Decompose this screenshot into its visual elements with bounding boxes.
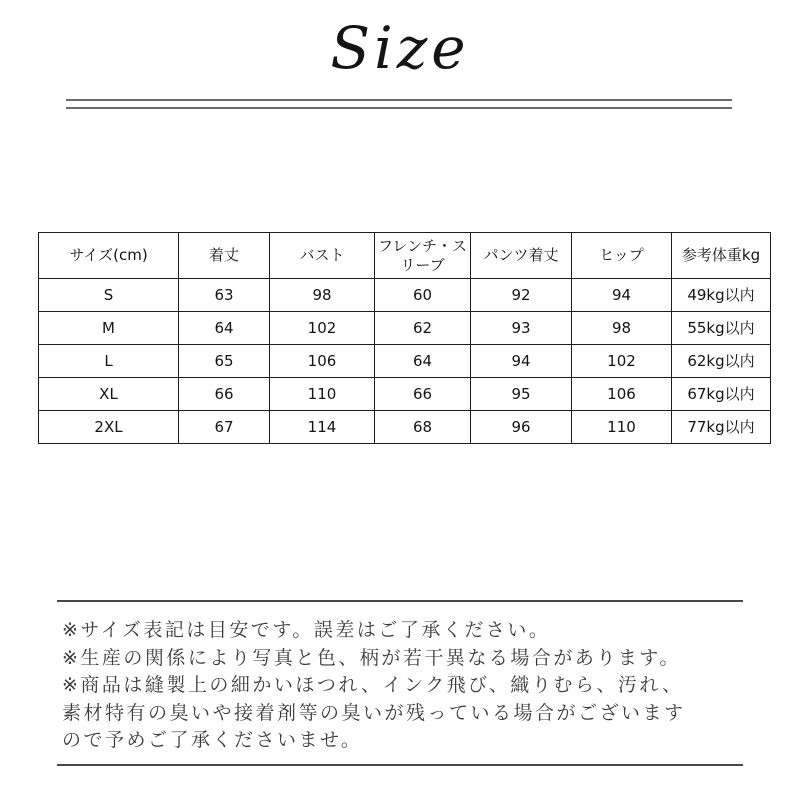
- table-row-s: [39, 279, 771, 312]
- title-rule-bottom: [66, 107, 732, 109]
- col-header-hip: ヒップ: [572, 233, 672, 279]
- size-table-header-row: [39, 233, 771, 279]
- col-header-length: 着丈: [179, 233, 270, 279]
- disclaimer-notes: [57, 600, 743, 766]
- cell-pants-length: 92: [471, 279, 572, 312]
- col-header-french-sleeve: フレンチ・スリーブ: [375, 233, 471, 279]
- cell-ref-weight: 62kg以内: [672, 345, 771, 378]
- cell-ref-weight: 77kg以内: [672, 411, 771, 444]
- cell-pants-length: 93: [471, 312, 572, 345]
- cell-bust: 98: [270, 279, 375, 312]
- cell-length: 65: [179, 345, 270, 378]
- note-line: ※生産の関係により写真と色、柄が若干異なる場合があります。: [62, 646, 681, 669]
- table-row-2xl: [39, 411, 771, 444]
- cell-french-sleeve: 60: [375, 279, 471, 312]
- cell-bust: 110: [270, 378, 375, 411]
- note-line: 素材特有の臭いや接着剤等の臭いが残っている場合がございます: [62, 701, 686, 724]
- col-header-pants-length: パンツ着丈: [471, 233, 572, 279]
- cell-hip: 110: [572, 411, 672, 444]
- size-table: [38, 232, 771, 444]
- page-title: Size: [330, 14, 470, 82]
- cell-size: 2XL: [39, 411, 179, 444]
- cell-french-sleeve: 64: [375, 345, 471, 378]
- cell-pants-length: 94: [471, 345, 572, 378]
- cell-hip: 106: [572, 378, 672, 411]
- cell-hip: 102: [572, 345, 672, 378]
- cell-bust: 114: [270, 411, 375, 444]
- cell-french-sleeve: 62: [375, 312, 471, 345]
- cell-french-sleeve: 66: [375, 378, 471, 411]
- cell-hip: 96: [471, 411, 572, 444]
- cell-french-sleeve: 68: [375, 411, 471, 444]
- cell-length: 66: [179, 378, 270, 411]
- note-line: ※サイズ表記は目安です。誤差はご了承ください。: [62, 619, 551, 641]
- note-line: ※商品は縫製上の細かいほつれ、インク飛び、織りむら、汚れ、: [62, 674, 684, 696]
- cell-length: 64: [179, 312, 270, 345]
- cell-size: S: [39, 279, 179, 312]
- cell-ref-weight: 67kg以内: [672, 378, 771, 411]
- cell-size: M: [39, 312, 179, 345]
- cell-pants-length: 95: [471, 378, 572, 411]
- note-line: ので予めご了承くださいませ。: [62, 729, 363, 751]
- cell-bust: 102: [270, 312, 375, 345]
- cell-length: 67: [179, 411, 270, 444]
- table-row-xl: [39, 378, 771, 411]
- col-header-ref-weight: 参考体重kg: [672, 233, 771, 279]
- cell-hip: 94: [572, 279, 672, 312]
- col-header-size: サイズ(cm): [39, 233, 179, 279]
- title-rule-top: [66, 99, 732, 101]
- col-header-bust: バスト: [270, 233, 375, 279]
- cell-ref-weight: 49kg以内: [672, 279, 771, 312]
- table-row-l: [39, 345, 771, 378]
- cell-ref-weight: 55kg以内: [672, 312, 771, 345]
- cell-size: XL: [39, 378, 179, 411]
- cell-length: 63: [179, 279, 270, 312]
- table-row-m: [39, 312, 771, 345]
- title-double-rule: [66, 99, 732, 115]
- cell-size: L: [39, 345, 179, 378]
- cell-bust: 106: [270, 345, 375, 378]
- cell-hip: 98: [572, 312, 672, 345]
